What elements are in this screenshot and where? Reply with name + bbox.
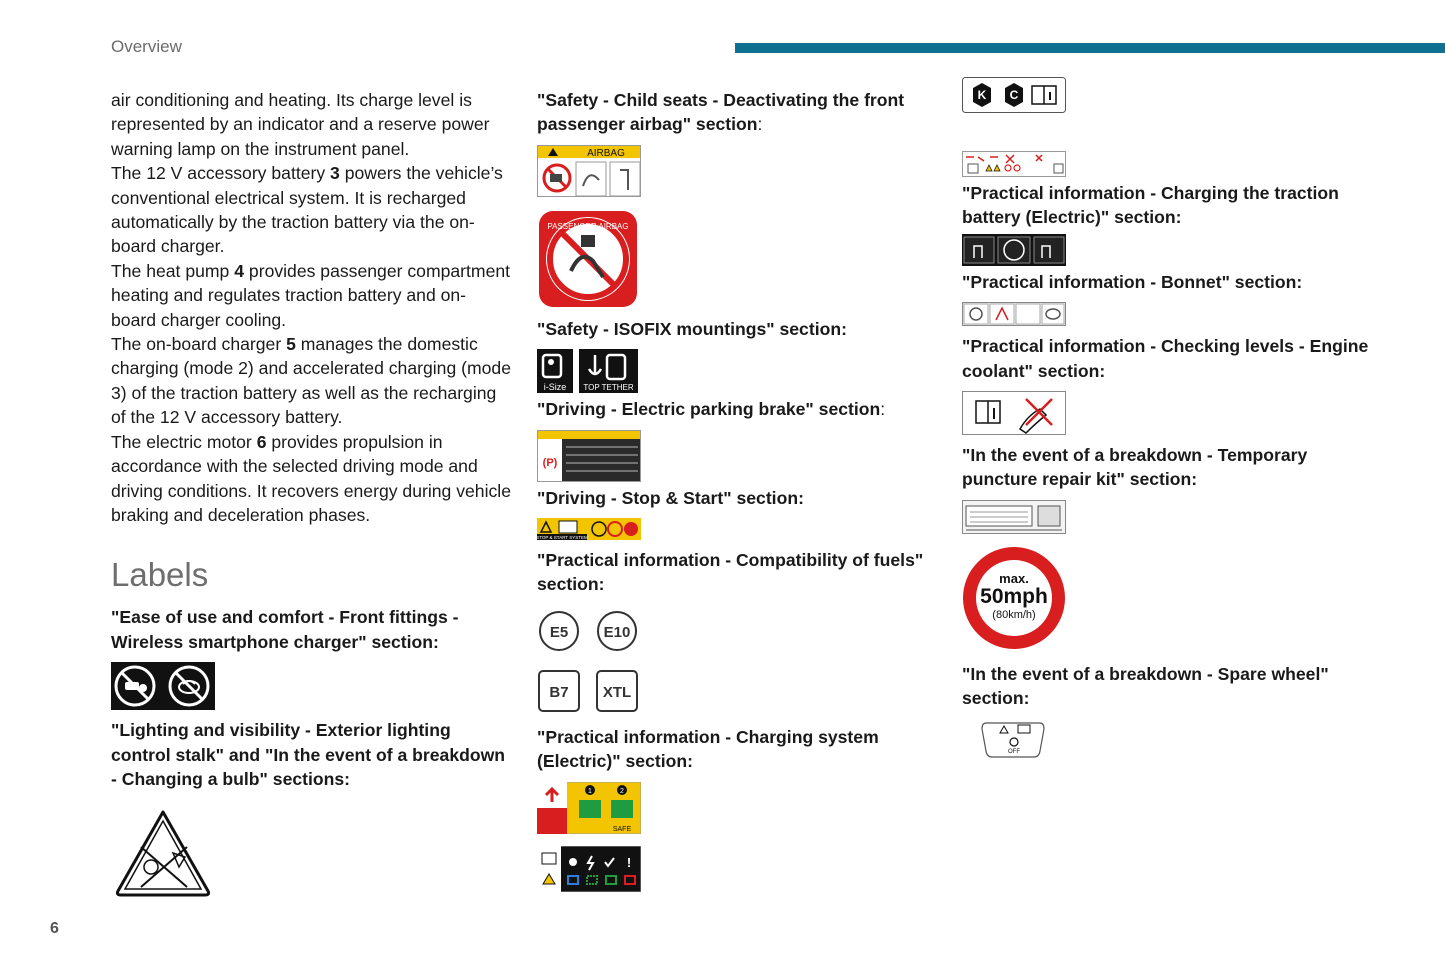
column-2: [537, 88, 937, 892]
passenger-airbag-label: [537, 209, 639, 309]
svg-text:1: 1: [588, 787, 592, 795]
svg-text:E5: E5: [549, 623, 569, 641]
paragraph: The on-board charger 5 manages the domestic charging (mode 2) and accelerated charging (mode 3) of the traction battery as well as the recharging of the 12 V accessory battery.: [111, 334, 512, 428]
isofix-labels: [537, 349, 937, 393]
section-ref-spare-wheel: "In the event of a breakdown - Spare wheel" section:: [962, 663, 1329, 709]
section-ref-puncture: "In the event of a breakdown - Temporary puncture repair kit" section:: [962, 445, 1308, 490]
puncture-kit-label: [962, 500, 1066, 534]
svg-text:i-Size: i-Size: [543, 382, 567, 393]
paragraph: air conditioning and heating. Its charge level is represented by an indicator and a reserve power warning lamp on the instrument panel.: [111, 90, 490, 159]
fuel-badges-square: [537, 669, 937, 713]
wireless-charger-label: [111, 662, 215, 710]
charging-system-label: [537, 782, 641, 834]
paragraph: The electric motor 6 provides propulsion in accordance with the selected driving mode and driving conditions. It recovers energy during vehicle braking and deceleration phases.: [111, 431, 511, 525]
column-3: [962, 88, 1382, 759]
column-1: [111, 88, 511, 897]
fuel-badge-xtl: [595, 669, 639, 713]
charging-traction-label: [962, 151, 1066, 177]
running-header: Overview: [111, 37, 182, 56]
fuel-badge-b7: [537, 669, 581, 713]
airbag-label-text: AIRBAG: [587, 147, 625, 159]
charging-status-label: [537, 846, 641, 892]
isize-icon: [537, 349, 573, 393]
section-ref-stop-start: "Driving - Stop & Start" section:: [537, 487, 804, 508]
spare-wheel-label: [962, 719, 1066, 759]
coolant-label: [962, 391, 1066, 435]
clock-icon: [569, 858, 577, 866]
header-accent-bar: [735, 43, 1445, 53]
passenger-airbag-text: PASSENGER AIRBAG: [547, 221, 629, 231]
parking-p-icon: (P): [542, 456, 558, 469]
section-ref-airbag: "Safety - Child seats - Deactivating the front passenger airbag" section:: [537, 90, 905, 135]
bulb-warning-label: [111, 807, 211, 897]
section-ref-fuels: "Practical information - Compatibility of fuels" section:: [537, 550, 924, 595]
svg-text:B7: B7: [549, 683, 569, 701]
speed-sign-sub: (80km/h): [992, 608, 1036, 621]
section-ref-charging-system: "Practical information - Charging system (Electric)" section:: [537, 726, 879, 772]
section-ref-bonnet: "Practical information - Bonnet" section:: [962, 271, 1303, 292]
bonnet-label: [962, 302, 1066, 326]
paragraph: The heat pump 4 provides passenger compartment heating and regulates traction battery and on-board charger cooling.: [111, 260, 511, 330]
fuel-badges-round: [537, 609, 937, 653]
hot-bulb-warning-icon: [111, 807, 211, 897]
airbag-warning-label: [537, 145, 641, 197]
speed-limit-sign: [962, 546, 1066, 650]
paragraph: The 12 V accessory battery 3 powers the vehicle’s conventional electrical system. It is recharged automatically by the traction battery via the on-board charger.: [111, 163, 503, 257]
svg-text:C: C: [1009, 88, 1019, 102]
body-text: [111, 88, 511, 527]
svg-text:!: !: [626, 854, 632, 870]
svg-text:XTL: XTL: [602, 683, 632, 701]
svg-text:E10: E10: [603, 623, 631, 641]
parking-brake-label: [537, 430, 641, 482]
svg-text:2: 2: [620, 787, 624, 795]
svg-text:SAFE: SAFE: [612, 825, 632, 833]
section-ref-coolant: "Practical information - Checking levels - Engine coolant" section:: [962, 336, 1369, 381]
section-ref-wireless-charger: "Ease of use and comfort - Front fittings - Wireless smartphone charger" section:: [111, 607, 459, 652]
svg-text:TOP TETHER: TOP TETHER: [583, 383, 634, 393]
kc-manual-label: [962, 77, 1066, 113]
stop-start-label: [537, 518, 641, 540]
top-tether-icon: [579, 349, 638, 393]
fuel-badge-e10: [595, 609, 639, 653]
charging-traction-warning-label: [962, 234, 1066, 266]
manual-book-icon: [559, 521, 577, 533]
speed-sign-main: 50mph: [980, 584, 1048, 608]
fuel-badge-e5: [537, 609, 581, 653]
svg-text:OFF: OFF: [1008, 748, 1020, 755]
section-ref-isofix: "Safety - ISOFIX mountings" section:: [537, 318, 847, 339]
svg-text:K: K: [977, 88, 987, 102]
no-phone-icon: [111, 662, 215, 710]
page-number: 6: [50, 920, 59, 937]
section-ref-parking-brake: "Driving - Electric parking brake" section:: [537, 399, 886, 420]
section-ref-lighting: "Lighting and visibility - Exterior lighting control stalk" and "In the event of a breakdown - Changing a bulb" sections:: [111, 720, 506, 789]
section-ref-charging-traction: "Practical information - Charging the traction battery (Electric)" section:: [962, 183, 1339, 228]
labels-heading: Labels: [111, 556, 209, 594]
svg-text:STOP & START SYSTEM: STOP & START SYSTEM: [537, 535, 588, 541]
speed-sign-top: max.: [999, 570, 1029, 586]
